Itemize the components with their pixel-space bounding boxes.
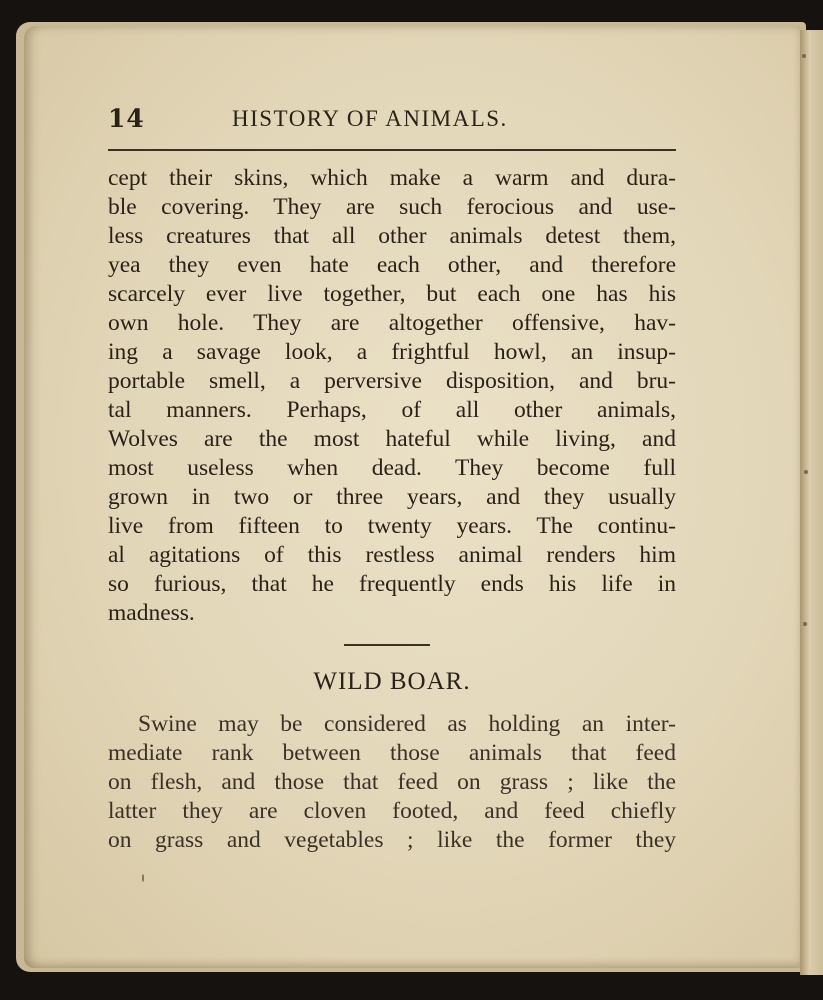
text-line: cept their skins, which make a warm and dura- (108, 165, 676, 191)
text-line: scarcely ever live together, but each one has his (108, 281, 676, 307)
body-text-continued (108, 164, 676, 628)
paper-speck (802, 54, 806, 58)
text-line: ing a savage look, a frightful howl, an insup- (108, 339, 676, 365)
text-line: tal manners. Perhaps, of all other animals, (108, 397, 676, 423)
body-text-wild-boar (108, 710, 676, 855)
text-line: al agitations of this restless animal renders him (108, 542, 676, 568)
paper-speck (803, 622, 807, 626)
paper-speck (142, 874, 144, 882)
text-line: mediate rank between those animals that feed (108, 740, 676, 766)
text-line: Wolves are the most hateful while living, and (108, 426, 676, 452)
section-divider (344, 644, 430, 646)
text-line: yea they even hate each other, and therefore (108, 252, 676, 278)
text-line: latter they are cloven footed, and feed chiefly (108, 798, 676, 824)
header-rule (108, 149, 676, 151)
page-number: 14 (108, 104, 145, 133)
text-line: own hole. They are altogether offensive, hav- (108, 310, 676, 336)
text-line: so furious, that he frequently ends his life in (108, 571, 676, 597)
paper-speck (804, 470, 808, 474)
text-line: on flesh, and those that feed on grass ; like the (108, 769, 676, 795)
text-line: less creatures that all other animals detest them, (108, 223, 676, 249)
text-line: ble covering. They are such ferocious and use- (108, 194, 676, 220)
text-line: live from fifteen to twenty years. The continu- (108, 513, 676, 539)
section-heading: WILD BOAR. (313, 668, 471, 695)
text-line: most useless when dead. They become full (108, 455, 676, 481)
text-line: grown in two or three years, and they usually (108, 484, 676, 510)
running-head: HISTORY OF ANIMALS. (232, 106, 508, 131)
adjacent-page-edge (800, 30, 823, 975)
text-line: Swine may be considered as holding an inter- (138, 711, 676, 737)
text-line: on grass and vegetables ; like the former they (108, 827, 676, 853)
text-line: portable smell, a perversive disposition, and bru- (108, 368, 676, 394)
text-line: madness. (108, 600, 195, 626)
page-header (108, 104, 676, 140)
